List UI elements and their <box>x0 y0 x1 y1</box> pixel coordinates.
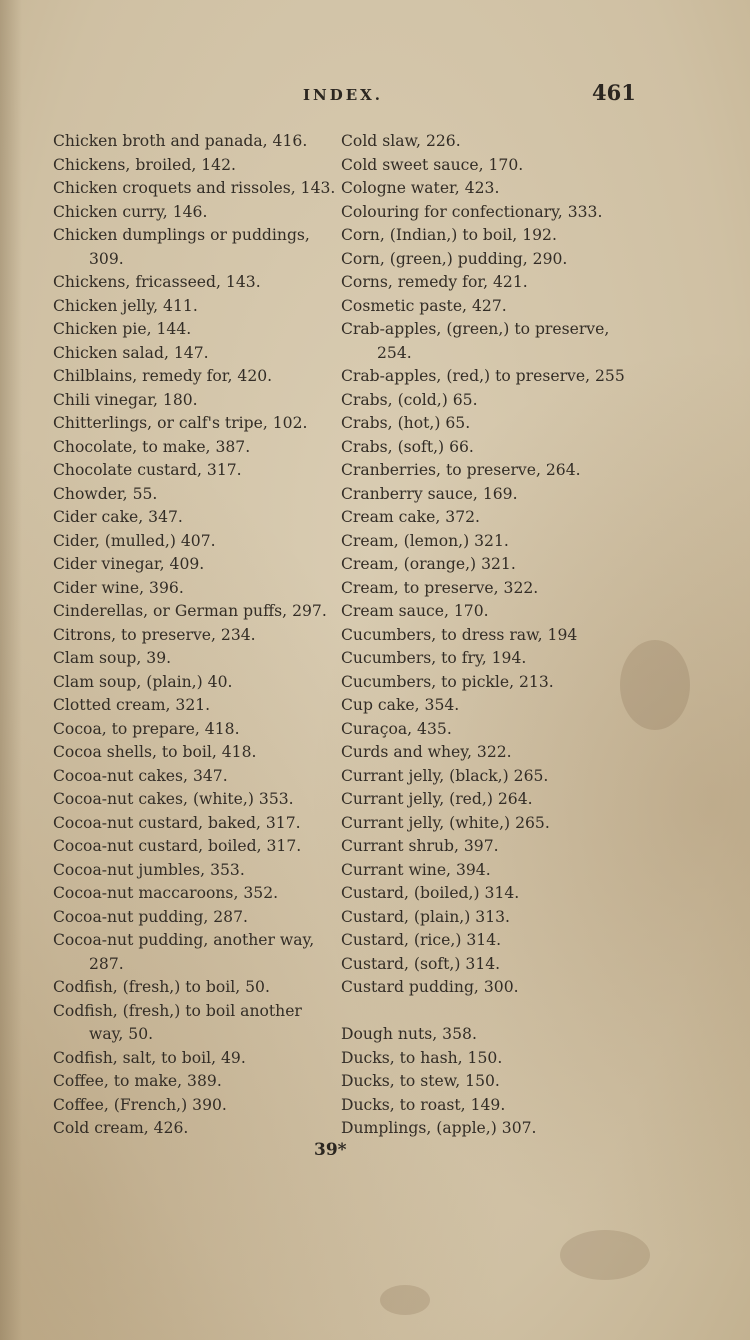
index-entry: Chicken jelly, 411. <box>53 296 198 315</box>
index-entry: Coffee, (French,) 390. <box>53 1095 227 1114</box>
index-entry: Cocoa-nut custard, baked, 317. <box>53 813 301 832</box>
index-entry: Cider vinegar, 409. <box>53 555 205 573</box>
index-entry: Cold cream, 426. <box>53 1119 189 1137</box>
index-entry: Currant jelly, (red,) 264. <box>341 790 533 808</box>
index-entry: Cream, (orange,) 321. <box>341 555 516 573</box>
index-entry: Colouring for confectionary, 333. <box>341 202 603 221</box>
index-entry: Cocoa-nut pudding, 287. <box>53 907 248 926</box>
index-entry: Ducks, to roast, 149. <box>341 1095 506 1114</box>
running-head-title: INDEX. <box>303 86 384 104</box>
index-entry: Curaçoa, 435. <box>341 719 452 738</box>
index-entry: Ducks, to stew, 150. <box>341 1072 500 1090</box>
section-gap <box>341 1000 641 1024</box>
signature-mark: 39* <box>314 1140 347 1160</box>
index-entry: Curds and whey, 322. <box>341 743 512 761</box>
index-entry: Cranberry sauce, 169. <box>341 484 518 503</box>
index-entry: Chitterlings, or calf's tripe, 102. <box>53 414 308 432</box>
index-entry: Crabs, (hot,) 65. <box>341 414 471 432</box>
index-entry: Clotted cream, 321. <box>53 696 211 714</box>
page-number: 461 <box>592 80 636 105</box>
index-entry-continuation: way, 50. <box>89 1025 154 1043</box>
index-entry: Ducks, to hash, 150. <box>341 1048 503 1067</box>
index-entry: Chilblains, remedy for, 420. <box>53 367 273 385</box>
index-entry: Chicken curry, 146. <box>53 202 208 221</box>
index-entry: Custard, (rice,) 314. <box>341 931 502 949</box>
index-entry: Crab-apples, (red,) to preserve, 255 <box>341 367 625 385</box>
index-entry: Custard pudding, 300. <box>341 978 519 996</box>
index-entry: Chowder, 55. <box>53 484 158 503</box>
index-entry: Currant jelly, (black,) 265. <box>341 766 549 785</box>
index-entry: Custard, (boiled,) 314. <box>341 884 520 902</box>
index-entry: Chicken pie, 144. <box>53 320 192 338</box>
index-entry: Cocoa-nut cakes, (white,) 353. <box>53 790 294 808</box>
page-edge-shadow <box>0 0 22 1340</box>
index-entry: Corns, remedy for, 421. <box>341 273 528 291</box>
index-entry: Cocoa-nut cakes, 347. <box>53 766 228 785</box>
index-entry: Cucumbers, to pickle, 213. <box>341 672 554 691</box>
index-entry-continuation: 254. <box>377 343 412 362</box>
index-entry: Custard, (plain,) 313. <box>341 907 510 926</box>
index-entry: Cocoa-nut jumbles, 353. <box>53 860 245 879</box>
index-entry: Cucumbers, to dress raw, 194 <box>341 625 578 644</box>
index-entry: Corn, (Indian,) to boil, 192. <box>341 226 557 244</box>
index-entry: Custard, (soft,) 314. <box>341 954 501 973</box>
index-entry: Cocoa-nut maccaroons, 352. <box>53 884 279 902</box>
index-entry: Crabs, (cold,) 65. <box>341 390 478 409</box>
index-entry-continuation: 309. <box>89 249 124 268</box>
index-entry: Cosmetic paste, 427. <box>341 296 507 315</box>
index-entry: Chicken broth and panada, 416. <box>53 132 308 150</box>
index-entry: Chili vinegar, 180. <box>53 390 198 409</box>
index-entry: Dough nuts, 358. <box>341 1025 477 1043</box>
index-entry: Clam soup, (plain,) 40. <box>53 672 233 691</box>
paper-stain <box>560 1230 650 1280</box>
index-entry: Codfish, (fresh,) to boil, 50. <box>53 978 270 996</box>
index-entry: Cocoa-nut pudding, another way, <box>53 931 315 949</box>
index-entry: Cream cake, 372. <box>341 508 480 526</box>
index-entry: Corn, (green,) pudding, 290. <box>341 249 568 268</box>
index-entry: Chicken salad, 147. <box>53 343 209 362</box>
index-entry: Chickens, broiled, 142. <box>53 155 236 174</box>
index-entry: Chickens, fricasseed, 143. <box>53 273 261 291</box>
index-entry: Cocoa shells, to boil, 418. <box>53 743 257 761</box>
index-entry: Currant wine, 394. <box>341 860 491 879</box>
index-entry: Clam soup, 39. <box>53 649 172 667</box>
index-entry: Dumplings, (apple,) 307. <box>341 1119 537 1137</box>
index-entry: Citrons, to preserve, 234. <box>53 625 256 644</box>
index-entry: Chocolate, to make, 387. <box>53 437 251 456</box>
index-entry: Chocolate custard, 317. <box>53 461 242 479</box>
index-entry: Cologne water, 423. <box>341 179 500 197</box>
index-entry: Currant shrub, 397. <box>341 837 499 855</box>
index-entry: Currant jelly, (white,) 265. <box>341 813 550 832</box>
index-entry: Cold sweet sauce, 170. <box>341 155 524 174</box>
index-entry: Chicken dumplings or puddings, <box>53 226 310 244</box>
index-entry: Chicken croquets and rissoles, 143. <box>53 179 336 197</box>
index-entry: Cucumbers, to fry, 194. <box>341 649 527 667</box>
index-entry: Codfish, (fresh,) to boil another <box>53 1001 302 1020</box>
index-entry: Cup cake, 354. <box>341 696 460 714</box>
index-entry: Cocoa-nut custard, boiled, 317. <box>53 837 302 855</box>
index-entry: Crab-apples, (green,) to preserve, <box>341 320 610 338</box>
index-entry: Coffee, to make, 389. <box>53 1072 222 1090</box>
index-entry: Cranberries, to preserve, 264. <box>341 461 581 479</box>
index-column-right <box>341 130 641 1141</box>
index-entry: Cider cake, 347. <box>53 508 183 526</box>
paper-stain <box>380 1285 430 1315</box>
index-entry: Cider wine, 396. <box>53 578 184 597</box>
index-entry: Cream, (lemon,) 321. <box>341 531 509 550</box>
index-entry: Cider, (mulled,) 407. <box>53 531 216 550</box>
index-entry: Codfish, salt, to boil, 49. <box>53 1048 246 1067</box>
index-entry: Cold slaw, 226. <box>341 132 461 150</box>
index-entry: Cocoa, to prepare, 418. <box>53 719 240 738</box>
index-entry: Crabs, (soft,) 66. <box>341 437 474 456</box>
index-entry: Cinderellas, or German puffs, 297. <box>53 602 327 620</box>
index-column-left <box>53 130 338 1141</box>
index-entry: Cream sauce, 170. <box>341 602 489 620</box>
index-entry-continuation: 287. <box>89 954 124 973</box>
index-entry: Cream, to preserve, 322. <box>341 578 539 597</box>
